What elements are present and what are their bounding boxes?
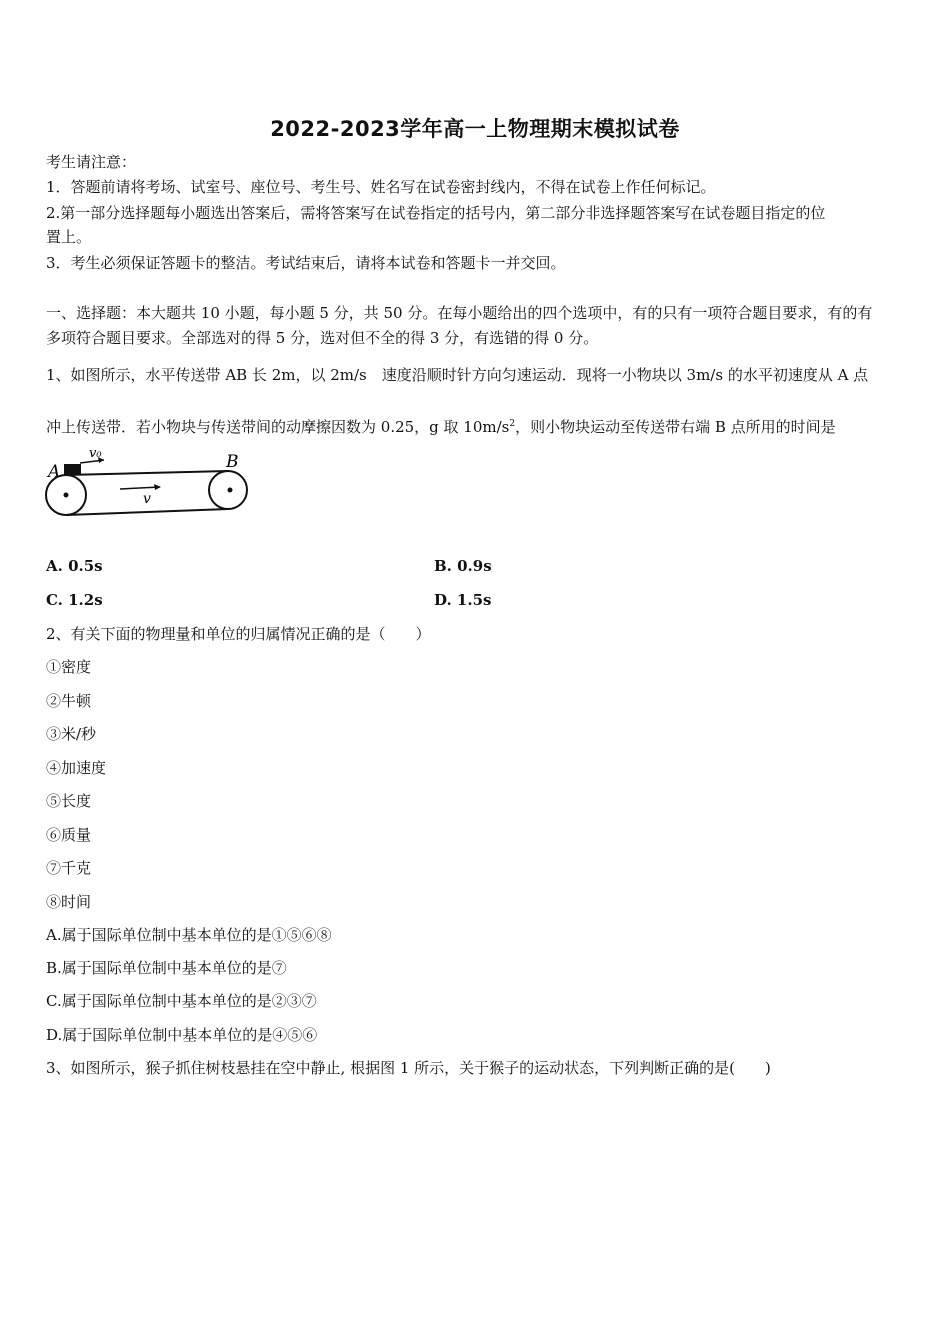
left-pulley-axle xyxy=(64,493,69,498)
v-arrowhead xyxy=(154,484,161,490)
q1-stem-superscript: 2 xyxy=(509,419,516,429)
q1-option-a: A. 0.5s xyxy=(46,557,103,575)
q2-item-6: ⑥质量 xyxy=(46,826,92,844)
right-pulley-axle xyxy=(228,488,233,493)
label-A: A xyxy=(48,462,61,482)
block xyxy=(64,464,81,475)
q1-stem-line1: 1、如图所示，水平传送带 AB 长 2m，以 2m/s 速度沿顺时针方向匀速运动．现将一小物块以 3m/s 的水平初速度从 A 点 xyxy=(46,366,869,384)
q1-stem-line2 xyxy=(46,413,908,438)
q2-stem: 2、有关下面的物理量和单位的归属情况正确的是（ ） xyxy=(46,625,431,643)
q2-item-7: ⑦千克 xyxy=(46,859,92,877)
conveyor-belt-diagram xyxy=(40,448,260,528)
notice-item-3: 3．考生必须保证答题卡的整洁。考试结束后，请将本试卷和答题卡一并交回。 xyxy=(46,254,566,272)
belt-top xyxy=(66,471,228,475)
q2-option-c: C.属于国际单位制中基本单位的是②③⑦ xyxy=(46,992,317,1010)
q1-option-b: B. 0.9s xyxy=(434,557,492,575)
q2-item-2: ②牛顿 xyxy=(46,692,92,710)
q2-item-8: ⑧时间 xyxy=(46,893,92,911)
notice-heading: 考生请注意： xyxy=(46,153,137,171)
belt-bottom xyxy=(66,509,228,515)
label-v: v xyxy=(143,491,151,507)
q2-item-5: ⑤长度 xyxy=(46,792,92,810)
exam-title: 2022-2023学年高一上物理期末模拟试卷 xyxy=(270,117,680,141)
q2-item-4: ④加速度 xyxy=(46,759,107,777)
q2-item-1: ①密度 xyxy=(46,658,92,676)
q1-stem-line2-b: ，则小物块运动至传送带右端 B 点所用的时间是 xyxy=(515,418,836,436)
notice-item-2-cont: 置上。 xyxy=(46,228,92,246)
section1-instruction-line2: 多项符合题目要求。全部选对的得 5 分，选对但不全的得 3 分，有选错的得 0 分。 xyxy=(46,329,599,347)
q3-stem: 3、如图所示，猴子抓住树枝悬挂在空中静止, 根据图 1 所示，关于猴子的运动状态，下列判断正确的是( ) xyxy=(46,1059,771,1077)
q2-item-3: ③米/秒 xyxy=(46,725,97,743)
q1-option-c: C. 1.2s xyxy=(46,591,103,609)
q2-option-a: A.属于国际单位制中基本单位的是①⑤⑥⑧ xyxy=(46,926,332,944)
label-B: B xyxy=(226,452,239,472)
q2-option-d: D.属于国际单位制中基本单位的是④⑤⑥ xyxy=(46,1026,318,1044)
section1-instruction-line1: 一、选择题：本大题共 10 小题，每小题 5 分，共 50 分。在每小题给出的四个选项中，有的只有一项符合题目要求，有的有 xyxy=(46,304,873,322)
v-arrow xyxy=(120,487,160,489)
notice-item-1: 1．答题前请将考场、试室号、座位号、考生号、姓名写在试卷密封线内，不得在试卷上作任何标记。 xyxy=(46,178,716,196)
q2-option-b: B.属于国际单位制中基本单位的是⑦ xyxy=(46,959,287,977)
q1-stem-line2-a: 冲上传送带．若小物块与传送带间的动摩擦因数为 0.25，g 取 10m/s xyxy=(46,418,510,436)
notice-item-2: 2.第一部分选择题每小题选出答案后，需将答案写在试卷指定的括号内，第二部分非选择题答案写在试卷题目指定的位 xyxy=(46,204,826,222)
label-v0: v₀ xyxy=(89,448,102,461)
q1-option-d: D. 1.5s xyxy=(434,591,492,609)
